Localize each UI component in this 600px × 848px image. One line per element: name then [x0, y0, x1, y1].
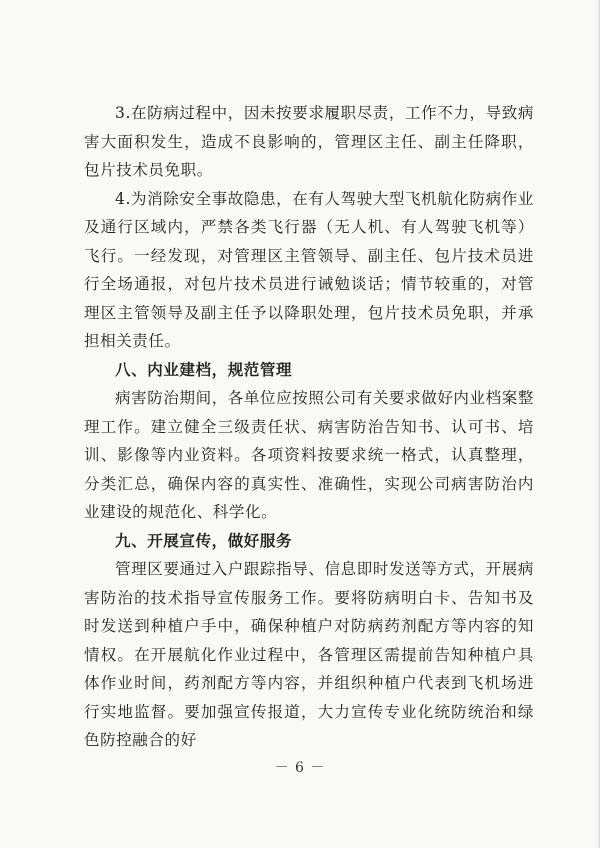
section-heading-8: 八、内业建档，规范管理: [115, 360, 293, 379]
paragraph-item-3: 3.在防病过程中，因未按要求履职尽责，工作不力，导致病害大面积发生，造成不良影响的，管理区主任、副主任降职，包片技术员免职。: [84, 104, 534, 179]
paragraph-section-8: 病害防治期间，各单位应按照公司有关要求做好内业档案整理工作。建立健全三级责任状、病害防治告知书、认可书、培训、影像等内业资料。各项资料按要求统一格式，认真整理，分类汇总，确保内容的真实性、准确性，实现公司病害防治内业建设的规范化、科学化。: [84, 389, 534, 521]
paragraph-section-9: 管理区要通过入户跟踪指导、信息即时发送等方式，开展病害防治的技术指导宣传服务工作。要将防病明白卡、告知书及时发送到种植户手中，确保种植户对防病药剂配方等内容的知情权。在开展航化作业过程中，各管理区需提前告知种植户具体作业时间，药剂配方等内容，并组织种植户代表到飞机场进行实地监督。要加强宣传报道，大力宣传专业化统防统治和绿色防控融合的好: [84, 560, 534, 749]
document-body: [84, 99, 534, 755]
page-number: － 6 －: [274, 760, 326, 776]
section-heading-9: 九、开展宣传，做好服务: [115, 531, 293, 550]
paragraph-item-4: 4.为消除安全事故隐患，在有人驾驶大型飞机航化防病作业及通行区域内，严禁各类飞行器（无人机、有人驾驶飞机等）飞行。一经发现，对管理区主管领导、副主任、包片技术员进行全场通报，对包片技术员进行诫勉谈话；情节较重的，对管理区主管领导及副主任予以降职处理，包片技术员免职，并承担相关责任。: [84, 189, 534, 350]
